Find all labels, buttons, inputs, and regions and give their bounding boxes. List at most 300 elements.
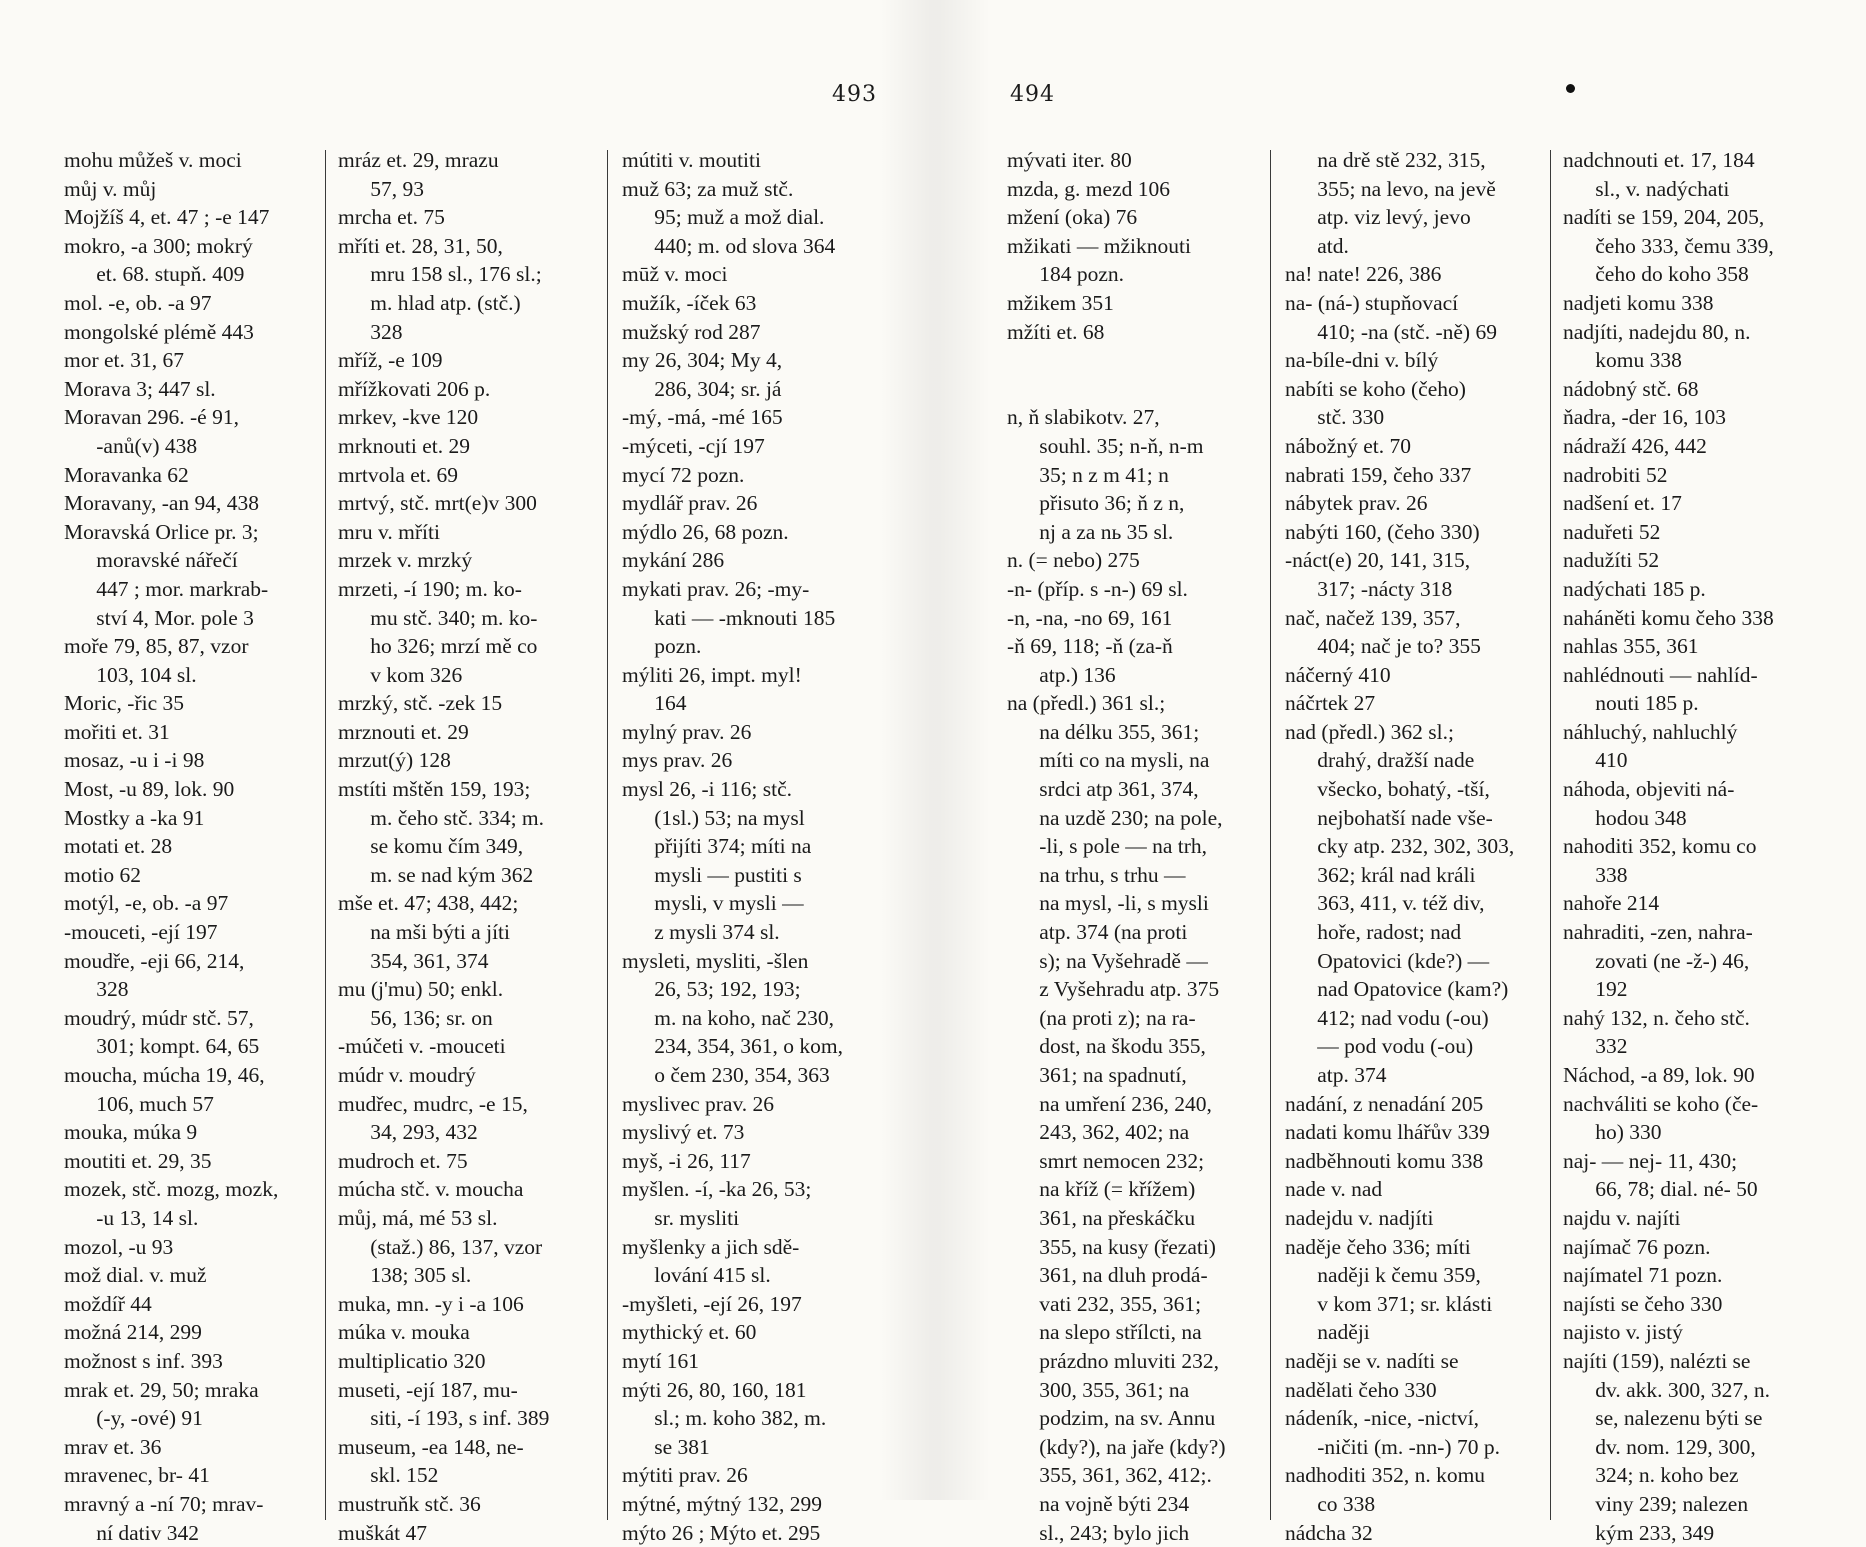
index-entry-line: mycí 72 pozn. bbox=[622, 461, 744, 490]
index-entry-line: na drě stě 232, 315, bbox=[1285, 146, 1486, 175]
index-entry-line: 300, 355, 361; na bbox=[1007, 1376, 1189, 1405]
index-entry-line: 106, much 57 bbox=[64, 1090, 214, 1119]
index-entry-line: atp. viz levý, jevo bbox=[1285, 203, 1471, 232]
index-entry-line: myslivý et. 73 bbox=[622, 1118, 744, 1147]
index-entry-line: dost, na škodu 355, bbox=[1007, 1032, 1206, 1061]
index-entry-line: nač, načež 139, 357, bbox=[1285, 604, 1461, 633]
index-entry-line: atp. 374 (na proti bbox=[1007, 918, 1187, 947]
index-entry-line: museti, -ejí 187, mu- bbox=[338, 1376, 518, 1405]
index-entry-line: 363, 411, v. též div, bbox=[1285, 889, 1484, 918]
index-entry-line: atd. bbox=[1285, 232, 1349, 261]
index-entry-line: mstíti mštěn 159, 193; bbox=[338, 775, 530, 804]
index-entry-line: nábytek prav. 26 bbox=[1285, 489, 1428, 518]
index-entry-line: m. hlad atp. (stč.) bbox=[338, 289, 521, 318]
index-entry-line: mru 158 sl., 176 sl.; bbox=[338, 260, 542, 289]
index-entry-line: mysli — pustiti s bbox=[622, 861, 802, 890]
index-entry-line: n. (= nebo) 275 bbox=[1007, 546, 1140, 575]
index-entry-line: mrtvý, stč. mrt(e)v 300 bbox=[338, 489, 537, 518]
index-entry-line: mu (j'mu) 50; enkl. bbox=[338, 975, 503, 1004]
index-entry-line: na mysl, -li, s mysli bbox=[1007, 889, 1209, 918]
index-entry-line: ňadra, -der 16, 103 bbox=[1563, 403, 1726, 432]
index-entry-line: nadchnouti et. 17, 184 bbox=[1563, 146, 1755, 175]
index-entry-line: mořiti et. 31 bbox=[64, 718, 170, 747]
index-entry-line: siti, -í 193, s inf. 389 bbox=[338, 1404, 549, 1433]
index-entry-line: n, ň slabikotv. 27, bbox=[1007, 403, 1160, 432]
index-entry-line: (staž.) 86, 137, vzor bbox=[338, 1233, 542, 1262]
index-entry-line: nadíti se 159, 204, 205, bbox=[1563, 203, 1764, 232]
page-number-right: 494 bbox=[1010, 82, 1055, 107]
index-entry-line: nádraží 426, 442 bbox=[1563, 432, 1707, 461]
index-entry-line: na umření 236, 240, bbox=[1007, 1090, 1212, 1119]
index-entry-line: 355, na kusy (řezati) bbox=[1007, 1233, 1216, 1262]
index-entry-line: múcha stč. v. moucha bbox=[338, 1175, 523, 1204]
index-entry-line: mrav et. 36 bbox=[64, 1433, 161, 1462]
index-entry-line: moutiti et. 29, 35 bbox=[64, 1147, 212, 1176]
index-entry-line: náhoda, objeviti ná- bbox=[1563, 775, 1734, 804]
index-entry-line: hoře, radost; nad bbox=[1285, 918, 1461, 947]
index-entry-line: prázdno mluviti 232, bbox=[1007, 1347, 1219, 1376]
book-gutter bbox=[880, 0, 990, 1500]
index-entry-line: 26, 53; 192, 193; bbox=[622, 975, 801, 1004]
index-entry-line: vati 232, 355, 361; bbox=[1007, 1290, 1201, 1319]
index-entry-line: nadání, z nenadání 205 bbox=[1285, 1090, 1483, 1119]
index-entry-line: najdu v. najíti bbox=[1563, 1204, 1680, 1233]
index-entry-line: 103, 104 sl. bbox=[64, 661, 197, 690]
index-entry-line: 56, 136; sr. on bbox=[338, 1004, 493, 1033]
index-entry-line: naději k čemu 359, bbox=[1285, 1261, 1481, 1290]
index-entry-line: nabíti se koho (čeho) bbox=[1285, 375, 1466, 404]
index-entry-line: 361, na přeskáčku bbox=[1007, 1204, 1195, 1233]
index-entry-line: mykati prav. 26; -my- bbox=[622, 575, 809, 604]
index-entry-line: -mouceti, -ejí 197 bbox=[64, 918, 217, 947]
index-entry-line: dv. akk. 300, 327, n. bbox=[1563, 1376, 1770, 1405]
index-entry-line: nejbohatší nade vše- bbox=[1285, 804, 1493, 833]
index-entry-line: 324; n. koho bez bbox=[1563, 1461, 1739, 1490]
index-entry-line: na mši býti a jíti bbox=[338, 918, 510, 947]
index-entry-line: -náct(e) 20, 141, 315, bbox=[1285, 546, 1470, 575]
index-entry-line: moždíř 44 bbox=[64, 1290, 152, 1319]
index-entry-line: -n, -na, -no 69, 161 bbox=[1007, 604, 1172, 633]
index-entry-line: kým 233, 349 bbox=[1563, 1519, 1714, 1547]
index-entry-line: mžikem 351 bbox=[1007, 289, 1114, 318]
index-entry-line: (1sl.) 53; na mysl bbox=[622, 804, 805, 833]
index-entry-line: z Vyšehradu atp. 375 bbox=[1007, 975, 1219, 1004]
index-entry-line: 95; muž a mož dial. bbox=[622, 203, 824, 232]
index-entry-line: najísti se čeho 330 bbox=[1563, 1290, 1722, 1319]
index-entry-line: na- (ná-) stupňovací bbox=[1285, 289, 1458, 318]
index-entry-line: mustruňk stč. 36 bbox=[338, 1490, 481, 1519]
index-entry-line: mřížkovati 206 p. bbox=[338, 375, 490, 404]
index-entry-line: nj a za nь 35 sl. bbox=[1007, 518, 1173, 547]
index-column-left-2 bbox=[338, 146, 549, 1547]
index-entry-line: nadjíti, nadejdu 80, n. bbox=[1563, 318, 1751, 347]
index-entry-line: možná 214, 299 bbox=[64, 1318, 202, 1347]
index-entry-line: nadužíti 52 bbox=[1563, 546, 1659, 575]
index-entry-line: atp.) 136 bbox=[1007, 661, 1116, 690]
index-entry-line: -mý, -má, -mé 165 bbox=[622, 403, 783, 432]
index-entry-line: nadýchati 185 p. bbox=[1563, 575, 1706, 604]
index-entry-line: 355, 361, 362, 412;. bbox=[1007, 1461, 1212, 1490]
index-entry-line: sl., v. nadýchati bbox=[1563, 175, 1729, 204]
index-entry-line: nabýti 160, (čeho 330) bbox=[1285, 518, 1480, 547]
index-entry-line: moravské nářečí bbox=[64, 546, 238, 575]
index-entry-line: et. 68. stupň. 409 bbox=[64, 260, 244, 289]
index-entry-line: naduřeti 52 bbox=[1563, 518, 1660, 547]
index-entry-line: -u 13, 14 sl. bbox=[64, 1204, 198, 1233]
index-entry-line: 361, na dluh prodá- bbox=[1007, 1261, 1208, 1290]
index-entry-line: 164 bbox=[622, 689, 687, 718]
column-rule bbox=[607, 150, 608, 1520]
index-entry-line: mol. -e, ob. -a 97 bbox=[64, 289, 211, 318]
index-entry-line: co 338 bbox=[1285, 1490, 1375, 1519]
index-entry-line: motio 62 bbox=[64, 861, 141, 890]
column-rule bbox=[1550, 150, 1551, 1520]
index-entry-line: mozek, stč. mozg, mozk, bbox=[64, 1175, 278, 1204]
column-rule bbox=[1270, 150, 1271, 1520]
index-entry-line: mylný prav. 26 bbox=[622, 718, 751, 747]
index-entry-line: myšlenky a jich sdě- bbox=[622, 1233, 799, 1262]
index-entry-line: nadati komu lhářův 339 bbox=[1285, 1118, 1490, 1147]
index-entry-line: mývati iter. 80 bbox=[1007, 146, 1132, 175]
index-entry-line: nad (předl.) 362 sl.; bbox=[1285, 718, 1454, 747]
index-entry-line: moudře, -eji 66, 214, bbox=[64, 947, 244, 976]
index-entry-line: najíti (159), nalézti se bbox=[1563, 1347, 1750, 1376]
index-entry-line: Moravská Orlice pr. 3; bbox=[64, 518, 259, 547]
index-entry-line: muž 63; za muž stč. bbox=[622, 175, 793, 204]
index-entry-line: mžení (oka) 76 bbox=[1007, 203, 1137, 232]
index-entry-line: v kom 326 bbox=[338, 661, 462, 690]
index-entry-line: zovati (ne -ž-) 46, bbox=[1563, 947, 1749, 976]
index-entry-line: mor et. 31, 67 bbox=[64, 346, 184, 375]
index-entry-line: 361; na spadnutí, bbox=[1007, 1061, 1187, 1090]
index-entry-line: mokro, -a 300; mokrý bbox=[64, 232, 253, 261]
index-entry-line: mūž v. moci bbox=[622, 260, 727, 289]
index-entry-line: mykání 286 bbox=[622, 546, 724, 575]
index-entry-line: 338 bbox=[1563, 861, 1628, 890]
index-entry-line: 447 ; mor. markrab- bbox=[64, 575, 268, 604]
index-entry-line: mrzut(ý) 128 bbox=[338, 746, 451, 775]
index-entry-line: m. se nad kým 362 bbox=[338, 861, 533, 890]
index-entry-line: 35; n z m 41; n bbox=[1007, 461, 1169, 490]
index-entry-line: my 26, 304; My 4, bbox=[622, 346, 782, 375]
index-entry-line: mužský rod 287 bbox=[622, 318, 761, 347]
index-entry-line: mys prav. 26 bbox=[622, 746, 732, 775]
index-entry-line: 286, 304; sr. já bbox=[622, 375, 781, 404]
index-entry-line: Mostky a -ka 91 bbox=[64, 804, 204, 833]
index-entry-line: -ň 69, 118; -ň (za-ň bbox=[1007, 632, 1173, 661]
index-entry-line: stč. 330 bbox=[1285, 403, 1384, 432]
index-entry-line: s); na Vyšehradě — bbox=[1007, 947, 1208, 976]
index-entry-line: naději bbox=[1285, 1318, 1370, 1347]
index-entry-line: -mýceti, -cjí 197 bbox=[622, 432, 765, 461]
index-column-left-1 bbox=[64, 146, 278, 1547]
index-entry-line: mozol, -u 93 bbox=[64, 1233, 173, 1262]
index-entry-line: mrtvola et. 69 bbox=[338, 461, 458, 490]
index-entry-line: múdr v. moudrý bbox=[338, 1061, 476, 1090]
index-entry-line: nadělati čeho 330 bbox=[1285, 1376, 1437, 1405]
index-entry-line: na trhu, s trhu — bbox=[1007, 861, 1186, 890]
index-entry-line: mýti 26, 80, 160, 181 bbox=[622, 1376, 807, 1405]
index-entry-line: -anů(v) 438 bbox=[64, 432, 197, 461]
index-entry-line: nadejdu v. nadjíti bbox=[1285, 1204, 1433, 1233]
index-entry-line: smrt nemocen 232; bbox=[1007, 1147, 1204, 1176]
index-entry-line: 57, 93 bbox=[338, 175, 424, 204]
index-entry-line: nadhoditi 352, n. komu bbox=[1285, 1461, 1485, 1490]
index-entry-line: mrzeti, -í 190; m. ko- bbox=[338, 575, 522, 604]
index-entry-line: můj v. můj bbox=[64, 175, 156, 204]
index-entry-line: 355; na levo, na jevě bbox=[1285, 175, 1496, 204]
index-entry-line: Moravan 296. -é 91, bbox=[64, 403, 239, 432]
index-entry-line: mýto 26 ; Mýto et. 295 bbox=[622, 1519, 820, 1547]
index-entry-line: můj, má, mé 53 sl. bbox=[338, 1204, 497, 1233]
index-entry-line: 138; 305 sl. bbox=[338, 1261, 471, 1290]
index-entry-line: mrzký, stč. -zek 15 bbox=[338, 689, 502, 718]
index-entry-line: sl., 243; bylo jich bbox=[1007, 1519, 1189, 1547]
index-entry-line: Moravany, -an 94, 438 bbox=[64, 489, 259, 518]
index-entry-line: nachváliti se koho (če- bbox=[1563, 1090, 1758, 1119]
index-entry-line: mydlář prav. 26 bbox=[622, 489, 757, 518]
index-entry-line: na kříž (= křížem) bbox=[1007, 1175, 1195, 1204]
index-entry-line: na-bíle-dni v. bílý bbox=[1285, 346, 1438, 375]
index-entry-line: mrcha et. 75 bbox=[338, 203, 445, 232]
index-entry-line: mužík, -íček 63 bbox=[622, 289, 756, 318]
index-entry-line: náčerný 410 bbox=[1285, 661, 1391, 690]
ink-dot bbox=[1566, 84, 1575, 93]
index-entry-line: o čem 230, 354, 363 bbox=[622, 1061, 830, 1090]
index-entry-line: nábožný et. 70 bbox=[1285, 432, 1411, 461]
index-entry-line: sl.; m. koho 382, m. bbox=[622, 1404, 826, 1433]
index-entry-line: 404; nač je to? 355 bbox=[1285, 632, 1481, 661]
index-entry-line: nahraditi, -zen, nahra- bbox=[1563, 918, 1753, 947]
index-entry-line: dv. nom. 129, 300, bbox=[1563, 1433, 1756, 1462]
index-entry-line: Most, -u 89, lok. 90 bbox=[64, 775, 234, 804]
index-entry-line: viny 239; nalezen bbox=[1563, 1490, 1748, 1519]
index-entry-line: přisuto 36; ň z n, bbox=[1007, 489, 1184, 518]
index-entry-line: naděje čeho 336; míti bbox=[1285, 1233, 1471, 1262]
index-entry-line: 184 pozn. bbox=[1007, 260, 1124, 289]
index-entry-line: myslivec prav. 26 bbox=[622, 1090, 774, 1119]
index-entry-line: -ničiti (m. -nn-) 70 p. bbox=[1285, 1433, 1500, 1462]
index-entry-line: na uzdě 230; na pole, bbox=[1007, 804, 1223, 833]
index-entry-line: mu stč. 340; m. ko- bbox=[338, 604, 537, 633]
index-entry-line: 34, 293, 432 bbox=[338, 1118, 478, 1147]
index-entry-line: (-y, -ové) 91 bbox=[64, 1404, 203, 1433]
index-entry-line: myšlen. -í, -ka 26, 53; bbox=[622, 1175, 811, 1204]
index-entry-line: komu 338 bbox=[1563, 346, 1682, 375]
index-entry-line: mrznouti et. 29 bbox=[338, 718, 469, 747]
index-entry-line: náhluchý, nahluchlý bbox=[1563, 718, 1737, 747]
index-entry-line: na (předl.) 361 sl.; bbox=[1007, 689, 1165, 718]
column-rule bbox=[325, 150, 326, 1520]
index-entry-line: (na proti z); na ra- bbox=[1007, 1004, 1196, 1033]
index-entry-line: nahoditi 352, komu co bbox=[1563, 832, 1756, 861]
index-entry-line: Moravanka 62 bbox=[64, 461, 189, 490]
index-entry-line: -múčeti v. -mouceti bbox=[338, 1032, 506, 1061]
index-entry-line: z mysli 374 sl. bbox=[622, 918, 780, 947]
index-entry-line: v kom 371; sr. klásti bbox=[1285, 1290, 1492, 1319]
index-entry-line: naj- — nej- 11, 430; bbox=[1563, 1147, 1737, 1176]
index-entry-line: multiplicatio 320 bbox=[338, 1347, 486, 1376]
index-entry-line: na délku 355, 361; bbox=[1007, 718, 1199, 747]
index-entry-line: 440; m. od slova 364 bbox=[622, 232, 835, 261]
index-entry-line: mru v. mříti bbox=[338, 518, 440, 547]
index-entry-line: -li, s pole — na trh, bbox=[1007, 832, 1207, 861]
index-entry-line: -n- (příp. s -n-) 69 sl. bbox=[1007, 575, 1188, 604]
index-entry-line: nadjeti komu 338 bbox=[1563, 289, 1713, 318]
index-entry-line: 354, 361, 374 bbox=[338, 947, 489, 976]
index-entry-line: mše et. 47; 438, 442; bbox=[338, 889, 518, 918]
index-entry-line: mouka, múka 9 bbox=[64, 1118, 197, 1147]
index-entry-line: mudroch et. 75 bbox=[338, 1147, 468, 1176]
index-entry-line: mútiti v. moutiti bbox=[622, 146, 761, 175]
index-entry-line: drahý, dražší nade bbox=[1285, 746, 1474, 775]
index-entry-line: muškát 47 bbox=[338, 1519, 427, 1547]
index-entry-line: ho) 330 bbox=[1563, 1118, 1662, 1147]
index-entry-line: nad Opatovice (kam?) bbox=[1285, 975, 1508, 1004]
index-entry-line: nahlas 355, 361 bbox=[1563, 632, 1699, 661]
index-entry-line: na slepo střílcti, na bbox=[1007, 1318, 1202, 1347]
index-entry-line: nadrobiti 52 bbox=[1563, 461, 1668, 490]
index-entry-line: nadběhnouti komu 338 bbox=[1285, 1147, 1483, 1176]
index-entry-line: přijíti 374; míti na bbox=[622, 832, 811, 861]
index-entry-line: moře 79, 85, 87, vzor bbox=[64, 632, 249, 661]
index-entry-line: 410 bbox=[1563, 746, 1628, 775]
index-entry-line: mrak et. 29, 50; mraka bbox=[64, 1376, 259, 1405]
index-entry-line: 192 bbox=[1563, 975, 1628, 1004]
index-entry-line: najímatel 71 pozn. bbox=[1563, 1261, 1722, 1290]
index-entry-line: atp. 374 bbox=[1285, 1061, 1387, 1090]
index-entry-line: m. čeho stč. 334; m. bbox=[338, 804, 544, 833]
index-entry-line: na vojně býti 234 bbox=[1007, 1490, 1189, 1519]
index-entry-line: mravenec, br- 41 bbox=[64, 1461, 210, 1490]
index-entry-line: všecko, bohatý, -tší, bbox=[1285, 775, 1490, 804]
index-entry-line: ho 326; mrzí mě co bbox=[338, 632, 537, 661]
index-entry-line: nahoře 214 bbox=[1563, 889, 1659, 918]
index-entry-line: mythický et. 60 bbox=[622, 1318, 756, 1347]
index-entry-line: mříž, -e 109 bbox=[338, 346, 442, 375]
page-number-left: 493 bbox=[832, 82, 877, 107]
index-entry-line: mzda, g. mezd 106 bbox=[1007, 175, 1170, 204]
index-entry-line: ství 4, Mor. pole 3 bbox=[64, 604, 254, 633]
index-entry-line: mrzek v. mrzký bbox=[338, 546, 472, 575]
index-entry-line: mongolské plémě 443 bbox=[64, 318, 254, 347]
index-entry-line: museum, -ea 148, ne- bbox=[338, 1433, 524, 1462]
index-entry-line: moudrý, múdr stč. 57, bbox=[64, 1004, 254, 1033]
index-entry-line: mohu můžeš v. moci bbox=[64, 146, 242, 175]
index-entry-line: 328 bbox=[64, 975, 129, 1004]
index-entry-line: 234, 354, 361, o kom, bbox=[622, 1032, 843, 1061]
index-entry-line: mýtiti prav. 26 bbox=[622, 1461, 748, 1490]
index-entry-line: nade v. nad bbox=[1285, 1175, 1382, 1204]
index-entry-line: nádcha 32 bbox=[1285, 1519, 1373, 1547]
index-entry-line: cky atp. 232, 302, 303, bbox=[1285, 832, 1514, 861]
index-entry-line: mysleti, mysliti, -šlen bbox=[622, 947, 808, 976]
index-entry-line: m. na koho, nač 230, bbox=[622, 1004, 834, 1033]
index-entry-line: myš, -i 26, 117 bbox=[622, 1147, 751, 1176]
index-entry-line: 412; nad vodu (-ou) bbox=[1285, 1004, 1489, 1033]
index-entry-line: mosaz, -u i -i 98 bbox=[64, 746, 204, 775]
index-entry-line: nádobný stč. 68 bbox=[1563, 375, 1699, 404]
index-column-right-2 bbox=[1285, 146, 1514, 1547]
index-entry-line: Morava 3; 447 sl. bbox=[64, 375, 216, 404]
index-entry-line: 301; kompt. 64, 65 bbox=[64, 1032, 259, 1061]
index-entry-line: Moric, -řic 35 bbox=[64, 689, 184, 718]
index-entry-line: nouti 185 p. bbox=[1563, 689, 1699, 718]
index-entry-line: 332 bbox=[1563, 1032, 1628, 1061]
index-entry-line: 410; -na (stč. -ně) 69 bbox=[1285, 318, 1497, 347]
index-entry-line: čeho 333, čemu 339, bbox=[1563, 232, 1774, 261]
index-entry-line: 66, 78; dial. né- 50 bbox=[1563, 1175, 1758, 1204]
index-entry-line: možnost s inf. 393 bbox=[64, 1347, 223, 1376]
index-entry-line: motýl, -e, ob. -a 97 bbox=[64, 889, 228, 918]
index-entry-line: ní dativ 342 bbox=[64, 1519, 199, 1547]
index-entry-line: mříti et. 28, 31, 50, bbox=[338, 232, 503, 261]
index-entry-line: najímač 76 pozn. bbox=[1563, 1233, 1710, 1262]
index-entry-line: naháněti komu čeho 338 bbox=[1563, 604, 1774, 633]
index-entry-line: srdci atp 361, 374, bbox=[1007, 775, 1199, 804]
index-entry-line: mytí 161 bbox=[622, 1347, 699, 1376]
index-entry-line: muka, mn. -y i -a 106 bbox=[338, 1290, 524, 1319]
index-entry-line: Opatovici (kde?) — bbox=[1285, 947, 1489, 976]
index-entry-line: mrknouti et. 29 bbox=[338, 432, 470, 461]
index-entry-line: se 381 bbox=[622, 1433, 710, 1462]
index-entry-line: — pod vodu (-ou) bbox=[1285, 1032, 1473, 1061]
index-entry-line: 243, 362, 402; na bbox=[1007, 1118, 1189, 1147]
index-entry-line: mysl 26, -i 116; stč. bbox=[622, 775, 792, 804]
index-entry-line: se komu čím 349, bbox=[338, 832, 523, 861]
index-entry-line: moucha, múcha 19, 46, bbox=[64, 1061, 265, 1090]
index-entry-line: lování 415 sl. bbox=[622, 1261, 771, 1290]
index-entry-line: nahlédnouti — nahlíd- bbox=[1563, 661, 1758, 690]
index-entry-line: naději se v. nadíti se bbox=[1285, 1347, 1459, 1376]
index-entry-line: mysli, v mysli — bbox=[622, 889, 804, 918]
index-entry-line: čeho do koho 358 bbox=[1563, 260, 1749, 289]
index-entry-line: kati — -mknouti 185 bbox=[622, 604, 835, 633]
index-entry-line: mrkev, -kve 120 bbox=[338, 403, 478, 432]
index-entry-line: nabrati 159, čeho 337 bbox=[1285, 461, 1471, 490]
index-entry-line: náčrtek 27 bbox=[1285, 689, 1375, 718]
index-entry-line: 328 bbox=[338, 318, 403, 347]
index-entry-line: mýtné, mýtný 132, 299 bbox=[622, 1490, 822, 1519]
index-entry-line: míti co na mysli, na bbox=[1007, 746, 1209, 775]
index-entry-line: 317; -nácty 318 bbox=[1285, 575, 1452, 604]
index-column-right-3 bbox=[1563, 146, 1774, 1547]
index-entry-line: hodou 348 bbox=[1563, 804, 1687, 833]
index-entry-line: mýdlo 26, 68 pozn. bbox=[622, 518, 789, 547]
index-column-right-1 bbox=[1007, 146, 1226, 1547]
index-entry-line: nahý 132, n. čeho stč. bbox=[1563, 1004, 1750, 1033]
index-entry-line: múka v. mouka bbox=[338, 1318, 470, 1347]
index-entry-line: (kdy?), na jaře (kdy?) bbox=[1007, 1433, 1226, 1462]
index-entry-line: na! nate! 226, 386 bbox=[1285, 260, 1441, 289]
index-entry-line: Náchod, -a 89, lok. 90 bbox=[1563, 1061, 1755, 1090]
index-entry-line: 362; král nad králi bbox=[1285, 861, 1475, 890]
index-entry-line: motati et. 28 bbox=[64, 832, 172, 861]
index-column-left-3 bbox=[622, 146, 843, 1547]
index-entry-line: Mojžíš 4, et. 47 ; -e 147 bbox=[64, 203, 269, 232]
index-entry-line: nadšení et. 17 bbox=[1563, 489, 1682, 518]
index-entry-line: mžíti et. 68 bbox=[1007, 318, 1104, 347]
index-entry-line: mráz et. 29, mrazu bbox=[338, 146, 499, 175]
index-entry-line: souhl. 35; n-ň, n-m bbox=[1007, 432, 1203, 461]
index-entry-line: -myšleti, -ejí 26, 197 bbox=[622, 1290, 802, 1319]
index-entry-line: podzim, na sv. Annu bbox=[1007, 1404, 1215, 1433]
index-entry-line: mudřec, mudrc, -e 15, bbox=[338, 1090, 528, 1119]
index-entry-line: mravný a -ní 70; mrav- bbox=[64, 1490, 263, 1519]
index-entry-line: pozn. bbox=[622, 632, 701, 661]
index-entry-line: mož dial. v. muž bbox=[64, 1261, 207, 1290]
index-entry-line: sr. mysliti bbox=[622, 1204, 739, 1233]
